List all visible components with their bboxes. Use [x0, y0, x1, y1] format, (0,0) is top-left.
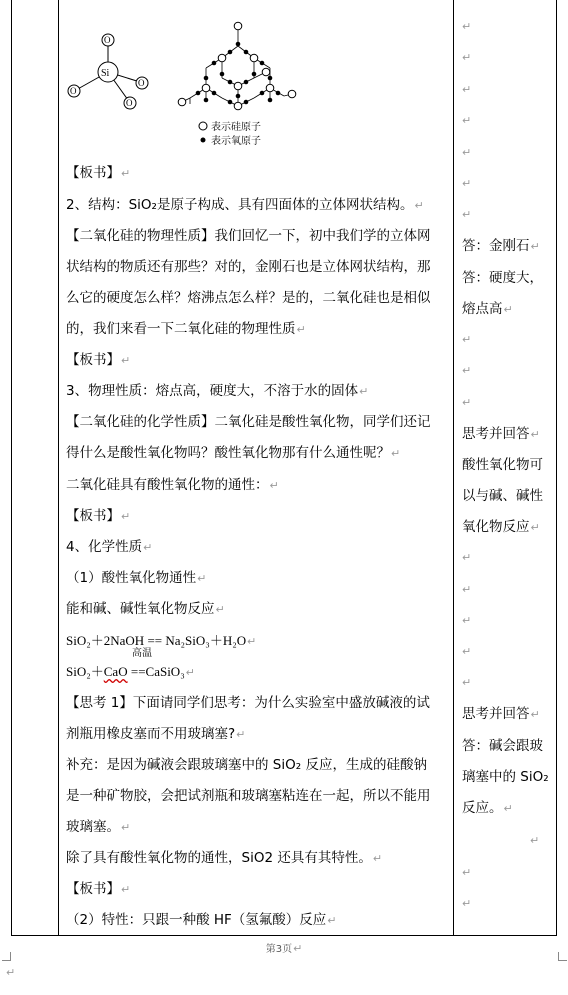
side-answer-diamond: 答：金刚石↵ — [462, 238, 540, 254]
legend-o-text: 表示氧原子 — [211, 136, 261, 147]
physical-question-line-2: 状结构的物质还有那些？对的，金刚石也是立体网状结构，那 — [66, 259, 431, 275]
supplement-line-3: 玻璃塞。↵ — [66, 819, 131, 835]
physical-question-line-1: 【二氧化硅的物理性质】我们回忆一下，初中我们学的立体网 — [66, 228, 431, 244]
acidic-oxide-description: 能和碱、碱性氧化物反应↵ — [66, 601, 225, 617]
side-mark: ↵ — [462, 20, 472, 33]
side-mark: ↵ — [462, 583, 472, 596]
table-border-right — [556, 0, 557, 936]
equation-cao: SiO₂＋CaO ==CaSiO₃↵ — [66, 664, 195, 679]
side-mark: ↵ — [462, 676, 472, 689]
side-mark: ↵ — [530, 834, 540, 847]
footer-left-mark: ↵ — [6, 966, 16, 979]
equation-naoh: SiO₂＋2NaOH == Na₂SiO₃＋H₂O↵ — [66, 633, 257, 648]
side-mark: ↵ — [462, 177, 472, 190]
side-mark: ↵ — [462, 51, 472, 64]
think-question-line-1: 【思考 1】下面请同学们思考：为什么实验室中盛放碱液的试 — [66, 695, 430, 711]
side-answer-hardness: 答：硬度大， — [462, 270, 543, 286]
table-border-col2 — [453, 0, 454, 936]
legend-si-symbol — [199, 122, 207, 130]
side-think-answer-1: 思考并回答↵ — [462, 426, 540, 442]
structure-line: 2、结构：SiO₂是原子构成、具有四面体的立体网状结构。↵ — [66, 197, 424, 213]
side-response-line-2: 以与碱、碱性 — [462, 488, 543, 504]
supplement-line-2: 是一种矿物胶，会把试剂瓶和玻璃塞粘连在一起，所以不能用 — [66, 788, 431, 804]
table-border-left — [11, 0, 12, 936]
o-atom-label-top: O — [104, 35, 111, 45]
board-note-2: 【板书】↵ — [66, 352, 131, 368]
physical-question-line-4: 的，我们来看一下二氧化硅的物理性质↵ — [66, 321, 306, 337]
side-mark: ↵ — [462, 645, 472, 658]
chemical-question-line-3: 二氧化硅具有酸性氧化物的通性：↵ — [66, 477, 279, 493]
board-note-4: 【板书】↵ — [66, 881, 131, 897]
page-number: 第3页↵ — [265, 942, 303, 955]
physical-question-line-3: 么它的硬度怎么样？熔沸点怎么样？是的，二氧化硅也是相似 — [66, 290, 431, 306]
side-mark: ↵ — [462, 866, 472, 879]
side-mark: ↵ — [462, 146, 472, 159]
legend-si-text: 表示硅原子 — [211, 122, 261, 133]
special-property-intro: 除了具有酸性氧化物的通性，SiO2 还具有其特性。↵ — [66, 850, 383, 866]
think-question-line-2: 剂瓶用橡皮塞而不用玻璃塞?↵ — [66, 726, 246, 742]
side-mark: ↵ — [462, 614, 472, 627]
side-mark: ↵ — [462, 897, 472, 910]
side-mark: ↵ — [462, 333, 472, 346]
o-atom-label-left: O — [70, 86, 77, 96]
side-mark: ↵ — [462, 364, 472, 377]
equation-condition-high-temp: 高温 — [132, 648, 152, 659]
side-mark: ↵ — [462, 83, 472, 96]
side-response2-line-3: 反应。↵ — [462, 800, 513, 816]
chemical-question-line-1: 【二氧化硅的化学性质】二氧化硅是酸性氧化物，同学们还记 — [66, 414, 431, 430]
special-property-line: （2）特性：只跟一种酸 HF（氢氟酸）反应↵ — [66, 912, 337, 928]
chemical-property-heading: 4、化学性质↵ — [66, 539, 153, 555]
side-response-line-3: 氧化物反应↵ — [462, 519, 540, 535]
table-border-col1 — [58, 0, 59, 936]
margin-corner-left — [2, 952, 11, 961]
side-response2-line-1: 答：碱会跟玻 — [462, 738, 543, 754]
o-atom-label-right: O — [138, 78, 145, 88]
margin-corner-right — [558, 952, 567, 961]
side-mark: ↵ — [462, 114, 472, 127]
legend-o-symbol — [201, 138, 206, 143]
table-border-bottom — [11, 935, 556, 936]
chemical-question-line-2: 得什么是酸性氧化物吗？酸性氧化物那有什么通性呢？↵ — [66, 445, 401, 461]
side-answer-melting: 熔点高↵ — [462, 301, 513, 317]
side-think-answer-2: 思考并回答↵ — [462, 706, 540, 722]
side-mark: ↵ — [462, 396, 472, 409]
side-mark: ↵ — [462, 551, 472, 564]
side-mark: ↵ — [462, 208, 472, 221]
o-atom-label-bottom: O — [126, 98, 133, 108]
physical-property-line: 3、物理性质：熔点高，硬度大，不溶于水的固体↵ — [66, 383, 369, 399]
supplement-line-1: 补充：是因为碱液会跟玻璃塞中的 SiO₂ 反应，生成的硅酸钠 — [66, 757, 427, 773]
side-response-line-1: 酸性氧化物可 — [462, 457, 543, 473]
si-atom-label: Si — [101, 68, 110, 79]
board-note-3: 【板书】↵ — [66, 508, 131, 524]
acidic-oxide-subheading: （1）酸性氧化物通性↵ — [66, 570, 207, 586]
board-note-1: 【板书】↵ — [66, 165, 131, 181]
side-response2-line-2: 璃塞中的 SiO₂ — [462, 769, 549, 785]
sio2-structure-figure — [60, 14, 300, 152]
